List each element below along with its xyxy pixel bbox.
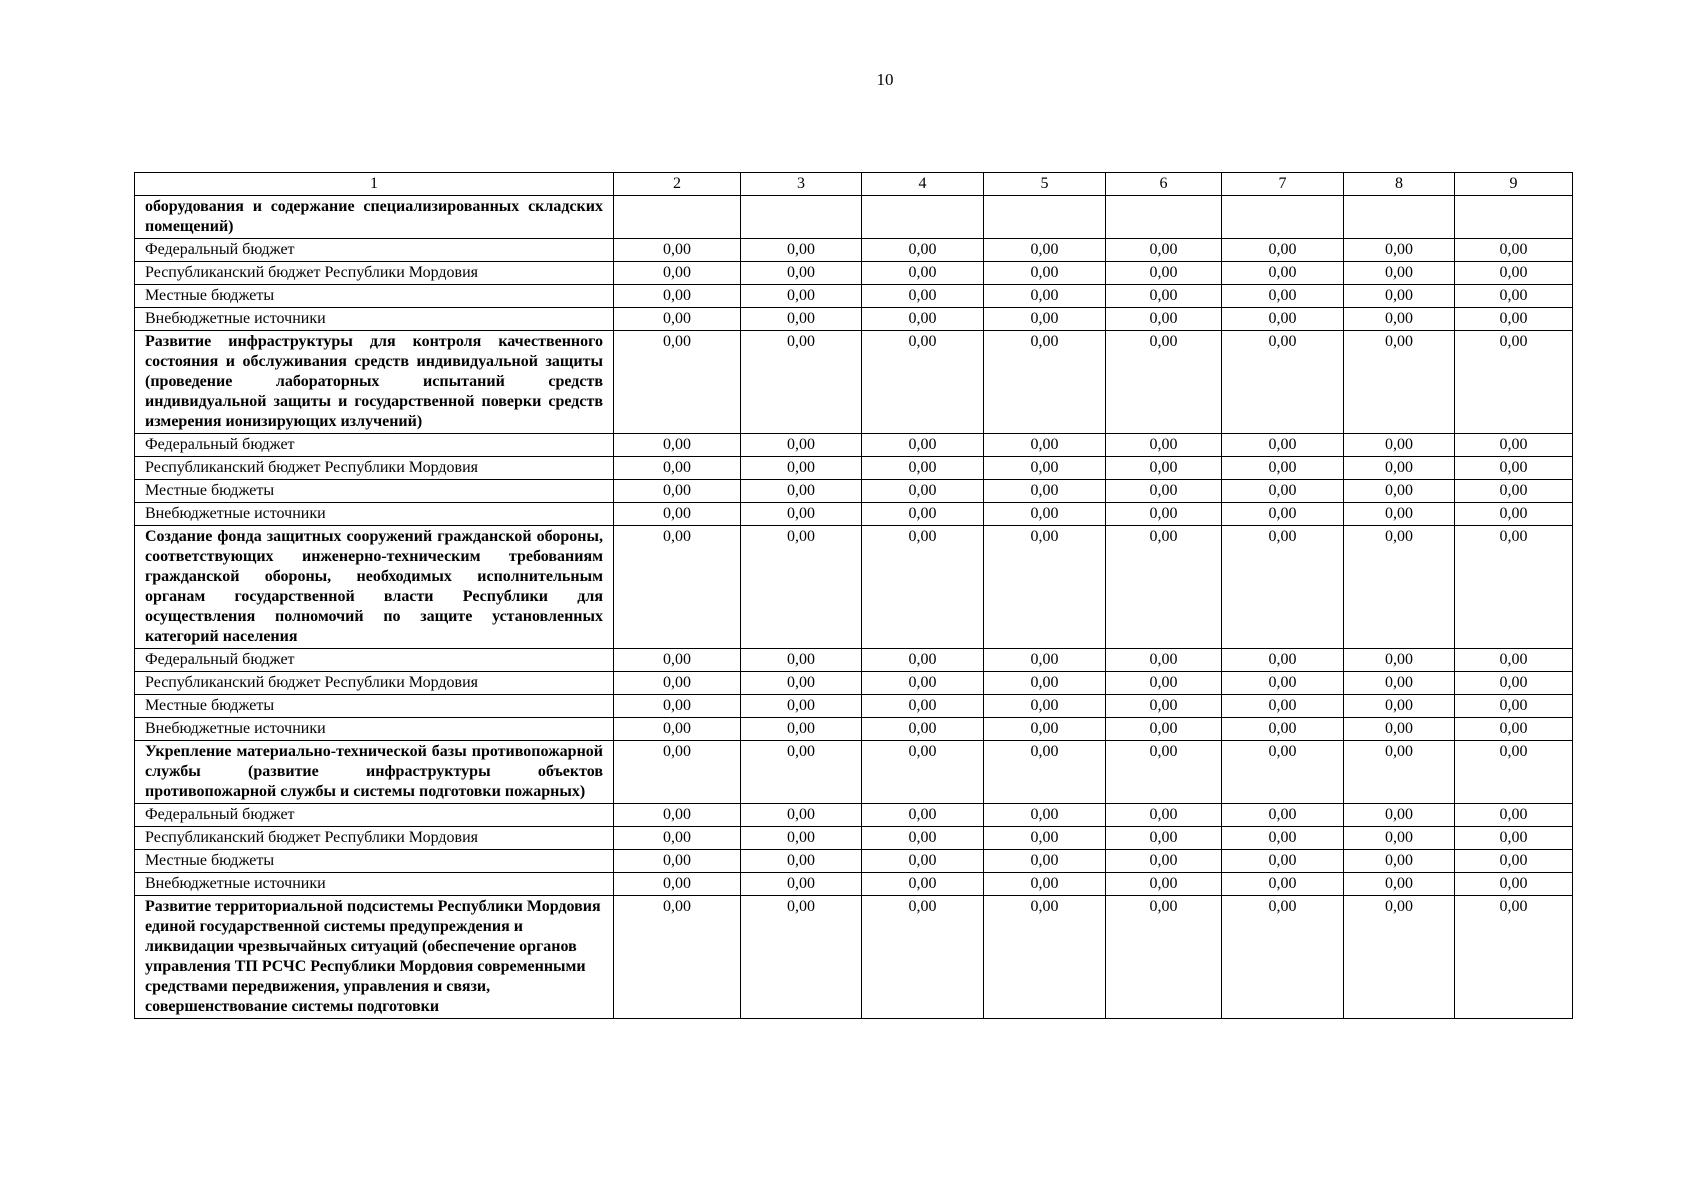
funding-source-label: Местные бюджеты: [135, 285, 614, 308]
section-row: [135, 896, 1573, 1019]
funding-source-row: [135, 434, 1573, 457]
column-header-5: 5: [984, 173, 1106, 196]
value-cell: 0,00: [1455, 239, 1573, 262]
value-cell: 0,00: [1222, 695, 1344, 718]
section-label: Создание фонда защитных сооружений гражданской обороны, соответствующих инженерно-техническим требованиям гражданской обороны, необходимых исполнительным органам государственной власти Республики для осуществления полномочий по защите установленных категорий населения: [135, 526, 614, 649]
value-cell: 0,00: [1222, 873, 1344, 896]
value-cell: 0,00: [862, 804, 984, 827]
value-cell: 0,00: [614, 262, 741, 285]
value-cell: 0,00: [1344, 503, 1455, 526]
value-cell: 0,00: [1222, 503, 1344, 526]
value-cell: 0,00: [1344, 457, 1455, 480]
value-cell: 0,00: [614, 718, 741, 741]
value-cell: 0,00: [1106, 827, 1222, 850]
value-cell: 0,00: [1344, 262, 1455, 285]
value-cell: 0,00: [1222, 480, 1344, 503]
value-cell: 0,00: [1222, 434, 1344, 457]
value-cell: 0,00: [862, 718, 984, 741]
funding-source-row: [135, 503, 1573, 526]
value-cell: 0,00: [984, 285, 1106, 308]
value-cell: 0,00: [1222, 457, 1344, 480]
value-cell: 0,00: [984, 239, 1106, 262]
value-cell: 0,00: [1455, 695, 1573, 718]
value-cell: 0,00: [1455, 308, 1573, 331]
value-cell: [1106, 196, 1222, 239]
funding-source-label: Федеральный бюджет: [135, 239, 614, 262]
value-cell: 0,00: [862, 873, 984, 896]
value-cell: 0,00: [1344, 308, 1455, 331]
value-cell: 0,00: [614, 850, 741, 873]
funding-source-row: [135, 457, 1573, 480]
value-cell: 0,00: [862, 896, 984, 1019]
value-cell: 0,00: [1344, 718, 1455, 741]
value-cell: 0,00: [984, 503, 1106, 526]
value-cell: 0,00: [741, 434, 862, 457]
funding-source-row: [135, 480, 1573, 503]
funding-source-label: Республиканский бюджет Республики Мордовия: [135, 457, 614, 480]
value-cell: 0,00: [1455, 526, 1573, 649]
value-cell: 0,00: [1222, 672, 1344, 695]
value-cell: 0,00: [614, 308, 741, 331]
value-cell: 0,00: [1222, 262, 1344, 285]
value-cell: 0,00: [1106, 239, 1222, 262]
value-cell: 0,00: [1344, 873, 1455, 896]
value-cell: 0,00: [984, 434, 1106, 457]
value-cell: 0,00: [614, 457, 741, 480]
value-cell: 0,00: [1222, 850, 1344, 873]
value-cell: 0,00: [1222, 285, 1344, 308]
value-cell: 0,00: [1344, 480, 1455, 503]
value-cell: 0,00: [984, 850, 1106, 873]
value-cell: 0,00: [1344, 285, 1455, 308]
value-cell: 0,00: [1344, 526, 1455, 649]
value-cell: 0,00: [741, 457, 862, 480]
value-cell: 0,00: [1222, 827, 1344, 850]
funding-source-label: Федеральный бюджет: [135, 649, 614, 672]
value-cell: 0,00: [741, 503, 862, 526]
value-cell: [1222, 196, 1344, 239]
value-cell: 0,00: [862, 434, 984, 457]
funding-source-label: Внебюджетные источники: [135, 718, 614, 741]
value-cell: 0,00: [1455, 896, 1573, 1019]
value-cell: 0,00: [984, 526, 1106, 649]
value-cell: 0,00: [614, 741, 741, 804]
value-cell: 0,00: [1344, 804, 1455, 827]
value-cell: 0,00: [1106, 672, 1222, 695]
value-cell: 0,00: [862, 503, 984, 526]
value-cell: 0,00: [1222, 718, 1344, 741]
value-cell: 0,00: [614, 434, 741, 457]
value-cell: 0,00: [1344, 827, 1455, 850]
value-cell: 0,00: [614, 526, 741, 649]
value-cell: 0,00: [1106, 262, 1222, 285]
value-cell: 0,00: [862, 695, 984, 718]
value-cell: 0,00: [984, 649, 1106, 672]
value-cell: 0,00: [862, 308, 984, 331]
funding-source-label: Республиканский бюджет Республики Мордовия: [135, 262, 614, 285]
value-cell: [984, 196, 1106, 239]
value-cell: 0,00: [1222, 649, 1344, 672]
value-cell: 0,00: [1344, 850, 1455, 873]
value-cell: 0,00: [741, 285, 862, 308]
value-cell: 0,00: [1106, 649, 1222, 672]
section-label: оборудования и содержание специализированных складских помещений): [135, 196, 614, 239]
value-cell: [1344, 196, 1455, 239]
value-cell: 0,00: [1222, 896, 1344, 1019]
value-cell: 0,00: [1455, 672, 1573, 695]
value-cell: 0,00: [1455, 457, 1573, 480]
value-cell: 0,00: [1344, 695, 1455, 718]
value-cell: 0,00: [741, 873, 862, 896]
value-cell: 0,00: [1106, 850, 1222, 873]
value-cell: 0,00: [1106, 285, 1222, 308]
value-cell: 0,00: [984, 873, 1106, 896]
value-cell: 0,00: [1106, 804, 1222, 827]
value-cell: 0,00: [984, 695, 1106, 718]
value-cell: 0,00: [1344, 741, 1455, 804]
value-cell: 0,00: [1455, 480, 1573, 503]
value-cell: 0,00: [1222, 308, 1344, 331]
value-cell: 0,00: [614, 873, 741, 896]
funding-source-label: Местные бюджеты: [135, 480, 614, 503]
section-label: Укрепление материально-технической базы противопожарной службы (развитие инфраструктуры объектов противопожарной службы и системы подготовки пожарных): [135, 741, 614, 804]
value-cell: 0,00: [1455, 804, 1573, 827]
value-cell: 0,00: [1344, 672, 1455, 695]
value-cell: 0,00: [741, 239, 862, 262]
value-cell: 0,00: [862, 850, 984, 873]
value-cell: 0,00: [741, 718, 862, 741]
value-cell: 0,00: [614, 672, 741, 695]
value-cell: 0,00: [984, 741, 1106, 804]
column-header-9: 9: [1455, 173, 1573, 196]
value-cell: 0,00: [1106, 480, 1222, 503]
funding-source-row: [135, 285, 1573, 308]
value-cell: 0,00: [1455, 262, 1573, 285]
funding-source-row: [135, 649, 1573, 672]
value-cell: 0,00: [1222, 804, 1344, 827]
funding-source-row: [135, 827, 1573, 850]
value-cell: 0,00: [984, 480, 1106, 503]
value-cell: [1455, 196, 1573, 239]
page-number: 10: [876, 70, 894, 89]
value-cell: 0,00: [1106, 434, 1222, 457]
funding-source-row: [135, 672, 1573, 695]
value-cell: 0,00: [614, 695, 741, 718]
value-cell: 0,00: [614, 649, 741, 672]
funding-source-row: [135, 873, 1573, 896]
funding-source-row: [135, 695, 1573, 718]
value-cell: 0,00: [741, 672, 862, 695]
value-cell: 0,00: [1106, 718, 1222, 741]
value-cell: 0,00: [614, 804, 741, 827]
value-cell: 0,00: [1222, 239, 1344, 262]
value-cell: 0,00: [741, 804, 862, 827]
value-cell: 0,00: [862, 741, 984, 804]
value-cell: 0,00: [741, 526, 862, 649]
value-cell: 0,00: [862, 649, 984, 672]
value-cell: 0,00: [1455, 827, 1573, 850]
value-cell: 0,00: [741, 896, 862, 1019]
funding-source-label: Внебюджетные источники: [135, 873, 614, 896]
section-row: [135, 196, 1573, 239]
value-cell: 0,00: [1106, 695, 1222, 718]
column-header-3: 3: [741, 173, 862, 196]
value-cell: 0,00: [984, 718, 1106, 741]
value-cell: 0,00: [614, 285, 741, 308]
value-cell: 0,00: [862, 526, 984, 649]
value-cell: 0,00: [1222, 331, 1344, 434]
value-cell: 0,00: [741, 850, 862, 873]
value-cell: 0,00: [984, 262, 1106, 285]
value-cell: 0,00: [1344, 434, 1455, 457]
value-cell: [614, 196, 741, 239]
value-cell: 0,00: [1455, 285, 1573, 308]
value-cell: 0,00: [1455, 873, 1573, 896]
value-cell: 0,00: [984, 672, 1106, 695]
value-cell: 0,00: [1222, 526, 1344, 649]
value-cell: 0,00: [1455, 331, 1573, 434]
value-cell: 0,00: [984, 308, 1106, 331]
value-cell: 0,00: [1106, 896, 1222, 1019]
budget-table: [134, 172, 1573, 1019]
value-cell: 0,00: [862, 239, 984, 262]
funding-source-label: Внебюджетные источники: [135, 308, 614, 331]
funding-source-label: Федеральный бюджет: [135, 804, 614, 827]
value-cell: 0,00: [614, 331, 741, 434]
value-cell: 0,00: [862, 285, 984, 308]
value-cell: 0,00: [1222, 741, 1344, 804]
value-cell: 0,00: [984, 896, 1106, 1019]
value-cell: 0,00: [862, 457, 984, 480]
value-cell: 0,00: [1455, 850, 1573, 873]
value-cell: 0,00: [1344, 649, 1455, 672]
section-label: Развитие инфраструктуры для контроля качественного состояния и обслуживания средств индивидуальной защиты (проведение лабораторных испытаний средств индивидуальной защиты и государственной поверки средств измерения ионизирующих излучений): [135, 331, 614, 434]
value-cell: 0,00: [741, 308, 862, 331]
value-cell: 0,00: [862, 262, 984, 285]
value-cell: 0,00: [862, 672, 984, 695]
value-cell: 0,00: [1455, 649, 1573, 672]
funding-source-label: Местные бюджеты: [135, 850, 614, 873]
value-cell: 0,00: [1344, 896, 1455, 1019]
value-cell: 0,00: [984, 457, 1106, 480]
column-header-2: 2: [614, 173, 741, 196]
value-cell: 0,00: [614, 480, 741, 503]
funding-source-label: Местные бюджеты: [135, 695, 614, 718]
value-cell: 0,00: [741, 827, 862, 850]
section-row: [135, 741, 1573, 804]
column-header-1: 1: [135, 173, 614, 196]
value-cell: [862, 196, 984, 239]
funding-source-row: [135, 804, 1573, 827]
section-label: Развитие территориальной подсистемы Республики Мордовия единой государственной системы предупреждения и ликвидации чрезвычайных ситуаций (обеспечение органов управления ТП РСЧС Республики Мордовия современными средствами передвижения, управления и связи, совершенствование системы подготовки: [135, 896, 614, 1019]
value-cell: 0,00: [614, 896, 741, 1019]
value-cell: 0,00: [1106, 873, 1222, 896]
value-cell: 0,00: [614, 503, 741, 526]
value-cell: 0,00: [1455, 741, 1573, 804]
value-cell: [741, 196, 862, 239]
column-header-7: 7: [1222, 173, 1344, 196]
value-cell: 0,00: [1455, 718, 1573, 741]
value-cell: 0,00: [1106, 457, 1222, 480]
value-cell: 0,00: [862, 331, 984, 434]
value-cell: 0,00: [614, 239, 741, 262]
value-cell: 0,00: [741, 480, 862, 503]
value-cell: 0,00: [1106, 331, 1222, 434]
value-cell: 0,00: [741, 331, 862, 434]
value-cell: 0,00: [614, 827, 741, 850]
value-cell: 0,00: [741, 262, 862, 285]
section-row: [135, 331, 1573, 434]
value-cell: 0,00: [862, 480, 984, 503]
value-cell: 0,00: [1106, 503, 1222, 526]
funding-source-label: Республиканский бюджет Республики Мордовия: [135, 672, 614, 695]
value-cell: 0,00: [1455, 503, 1573, 526]
value-cell: 0,00: [741, 695, 862, 718]
funding-source-row: [135, 718, 1573, 741]
funding-source-row: [135, 308, 1573, 331]
funding-source-label: Республиканский бюджет Республики Мордовия: [135, 827, 614, 850]
funding-source-row: [135, 262, 1573, 285]
value-cell: 0,00: [741, 741, 862, 804]
column-header-6: 6: [1106, 173, 1222, 196]
section-row: [135, 526, 1573, 649]
value-cell: 0,00: [1344, 331, 1455, 434]
funding-source-label: Внебюджетные источники: [135, 503, 614, 526]
value-cell: 0,00: [1106, 526, 1222, 649]
value-cell: 0,00: [984, 827, 1106, 850]
value-cell: 0,00: [984, 331, 1106, 434]
value-cell: 0,00: [984, 804, 1106, 827]
value-cell: 0,00: [741, 649, 862, 672]
value-cell: 0,00: [1106, 741, 1222, 804]
value-cell: 0,00: [1106, 308, 1222, 331]
funding-source-row: [135, 239, 1573, 262]
column-header-8: 8: [1344, 173, 1455, 196]
header-row: [135, 173, 1573, 196]
value-cell: 0,00: [1344, 239, 1455, 262]
funding-source-row: [135, 850, 1573, 873]
funding-source-label: Федеральный бюджет: [135, 434, 614, 457]
column-header-4: 4: [862, 173, 984, 196]
value-cell: 0,00: [1455, 434, 1573, 457]
value-cell: 0,00: [862, 827, 984, 850]
